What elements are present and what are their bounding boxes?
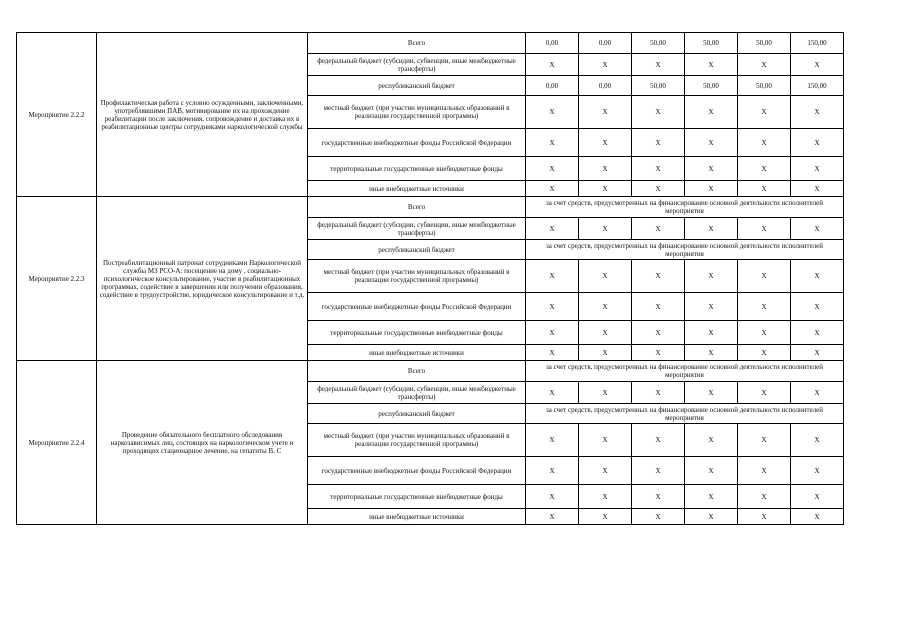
not-applicable-mark: X	[579, 218, 632, 240]
not-applicable-mark: X	[685, 218, 738, 240]
funding-note: за счет средств, предусмотренных на финансирование основной деятельности исполнителей мероприятия	[526, 361, 844, 382]
not-applicable-mark: X	[791, 157, 844, 181]
not-applicable-mark: X	[685, 96, 738, 129]
not-applicable-mark: X	[579, 457, 632, 485]
not-applicable-mark: X	[632, 96, 685, 129]
not-applicable-mark: X	[632, 181, 685, 197]
amount-cell: 0,00	[579, 76, 632, 96]
not-applicable-mark: X	[738, 157, 791, 181]
not-applicable-mark: X	[632, 157, 685, 181]
not-applicable-mark: X	[685, 509, 738, 525]
not-applicable-mark: X	[738, 260, 791, 293]
not-applicable-mark: X	[526, 96, 579, 129]
funding-source-label: местный бюджет (при участии муниципальных образований в реализации государственной программы)	[308, 424, 526, 457]
not-applicable-mark: X	[632, 129, 685, 157]
not-applicable-mark: X	[791, 321, 844, 345]
table-row	[17, 33, 844, 54]
not-applicable-mark: X	[685, 129, 738, 157]
not-applicable-mark: X	[579, 345, 632, 361]
not-applicable-mark: X	[791, 96, 844, 129]
not-applicable-mark: X	[632, 321, 685, 345]
not-applicable-mark: X	[738, 293, 791, 321]
not-applicable-mark: X	[685, 424, 738, 457]
amount-cell: 150,00	[791, 76, 844, 96]
not-applicable-mark: X	[526, 382, 579, 404]
funding-note: за счет средств, предусмотренных на финансирование основной деятельности исполнителей мероприятия	[526, 404, 844, 424]
not-applicable-mark: X	[579, 129, 632, 157]
funding-source-label: иные внебюджетные источники	[308, 509, 526, 525]
not-applicable-mark: X	[738, 424, 791, 457]
funding-source-label: республиканский бюджет	[308, 404, 526, 424]
not-applicable-mark: X	[738, 181, 791, 197]
amount-cell: 150,00	[791, 33, 844, 54]
funding-source-label: местный бюджет (при участии муниципальных образований в реализации государственной программы)	[308, 96, 526, 129]
not-applicable-mark: X	[738, 457, 791, 485]
not-applicable-mark: X	[685, 345, 738, 361]
funding-source-label: иные внебюджетные источники	[308, 345, 526, 361]
not-applicable-mark: X	[738, 218, 791, 240]
not-applicable-mark: X	[632, 218, 685, 240]
not-applicable-mark: X	[632, 345, 685, 361]
funding-source-label: республиканский бюджет	[308, 76, 526, 96]
not-applicable-mark: X	[738, 54, 791, 76]
not-applicable-mark: X	[579, 157, 632, 181]
measure-description: Проведение обязательного бесплатного обследования наркозависимых лиц, состоящих на наркологическом учете и проходящих стационарное лечение, на гепатиты В, С	[97, 361, 308, 525]
funding-source-label: федеральный бюджет (субсидии, субвенции, иные межбюджетные трансферты)	[308, 382, 526, 404]
not-applicable-mark: X	[526, 424, 579, 457]
amount-cell: 50,00	[738, 76, 791, 96]
not-applicable-mark: X	[526, 157, 579, 181]
amount-cell: 50,00	[685, 33, 738, 54]
not-applicable-mark: X	[791, 218, 844, 240]
not-applicable-mark: X	[632, 293, 685, 321]
not-applicable-mark: X	[632, 424, 685, 457]
funding-source-label: иные внебюджетные источники	[308, 181, 526, 197]
amount-cell: 50,00	[632, 33, 685, 54]
not-applicable-mark: X	[526, 54, 579, 76]
not-applicable-mark: X	[791, 485, 844, 509]
not-applicable-mark: X	[791, 260, 844, 293]
funding-source-label: территориальные государственные внебюджетные фонды	[308, 321, 526, 345]
table-row	[17, 197, 844, 218]
amount-cell: 50,00	[632, 76, 685, 96]
not-applicable-mark: X	[685, 54, 738, 76]
not-applicable-mark: X	[526, 345, 579, 361]
not-applicable-mark: X	[579, 509, 632, 525]
not-applicable-mark: X	[685, 457, 738, 485]
funding-source-label: республиканский бюджет	[308, 240, 526, 260]
funding-table	[16, 32, 844, 525]
not-applicable-mark: X	[632, 382, 685, 404]
funding-source-label: Всего	[308, 361, 526, 382]
not-applicable-mark: X	[632, 260, 685, 293]
not-applicable-mark: X	[738, 321, 791, 345]
not-applicable-mark: X	[526, 129, 579, 157]
not-applicable-mark: X	[526, 181, 579, 197]
funding-source-label: Всего	[308, 197, 526, 218]
not-applicable-mark: X	[738, 509, 791, 525]
not-applicable-mark: X	[632, 485, 685, 509]
funding-source-label: государственные внебюджетные фонды Российской Федерации	[308, 457, 526, 485]
funding-source-label: федеральный бюджет (субсидии, субвенции, иные межбюджетные трансферты)	[308, 54, 526, 76]
funding-source-label: территориальные государственные внебюджетные фонды	[308, 485, 526, 509]
funding-note: за счет средств, предусмотренных на финансирование основной деятельности исполнителей мероприятия	[526, 197, 844, 218]
not-applicable-mark: X	[738, 485, 791, 509]
not-applicable-mark: X	[579, 96, 632, 129]
funding-note: за счет средств, предусмотренных на финансирование основной деятельности исполнителей мероприятия	[526, 240, 844, 260]
not-applicable-mark: X	[791, 509, 844, 525]
not-applicable-mark: X	[579, 260, 632, 293]
not-applicable-mark: X	[685, 293, 738, 321]
not-applicable-mark: X	[579, 485, 632, 509]
measure-code: Мероприятие 2.2.2	[17, 33, 97, 197]
not-applicable-mark: X	[738, 96, 791, 129]
not-applicable-mark: X	[685, 321, 738, 345]
not-applicable-mark: X	[579, 54, 632, 76]
funding-source-label: территориальные государственные внебюджетные фонды	[308, 157, 526, 181]
not-applicable-mark: X	[526, 485, 579, 509]
not-applicable-mark: X	[685, 181, 738, 197]
not-applicable-mark: X	[791, 129, 844, 157]
amount-cell: 0,00	[579, 33, 632, 54]
not-applicable-mark: X	[738, 382, 791, 404]
not-applicable-mark: X	[791, 382, 844, 404]
not-applicable-mark: X	[738, 129, 791, 157]
not-applicable-mark: X	[685, 382, 738, 404]
funding-source-label: государственные внебюджетные фонды Российской Федерации	[308, 293, 526, 321]
not-applicable-mark: X	[526, 509, 579, 525]
not-applicable-mark: X	[685, 485, 738, 509]
amount-cell: 50,00	[738, 33, 791, 54]
not-applicable-mark: X	[791, 424, 844, 457]
not-applicable-mark: X	[791, 181, 844, 197]
not-applicable-mark: X	[579, 424, 632, 457]
amount-cell: 0,00	[526, 76, 579, 96]
funding-source-label: государственные внебюджетные фонды Российской Федерации	[308, 129, 526, 157]
not-applicable-mark: X	[685, 157, 738, 181]
not-applicable-mark: X	[791, 293, 844, 321]
not-applicable-mark: X	[632, 457, 685, 485]
not-applicable-mark: X	[791, 457, 844, 485]
measure-code: Мероприятие 2.2.3	[17, 197, 97, 361]
not-applicable-mark: X	[579, 181, 632, 197]
not-applicable-mark: X	[579, 382, 632, 404]
not-applicable-mark: X	[526, 260, 579, 293]
not-applicable-mark: X	[526, 457, 579, 485]
amount-cell: 50,00	[685, 76, 738, 96]
not-applicable-mark: X	[685, 260, 738, 293]
not-applicable-mark: X	[791, 345, 844, 361]
not-applicable-mark: X	[791, 54, 844, 76]
measure-description: Профилактическая работа с условно осужденными, заключенными, употреблявшими ПАВ, мотивирование их на прохождение реабилитации после заключения, сопровождение и доставка их в реабилитационные центры сотрудниками наркологической службы	[97, 33, 308, 197]
not-applicable-mark: X	[526, 293, 579, 321]
measure-code: Мероприятие 2.2.4	[17, 361, 97, 525]
measure-description: Постреабилитационный патронат сотрудниками Наркологической службы МЗ РСО-А: посещение на дому , социально- психологическое консультирование, участие в реабилитационных программах, содействие в завершении или получении образования, содействие в трудоустройстве, юридическое консультирование и т.д.	[97, 197, 308, 361]
table-row	[17, 361, 844, 382]
not-applicable-mark: X	[738, 345, 791, 361]
not-applicable-mark: X	[632, 509, 685, 525]
not-applicable-mark: X	[579, 321, 632, 345]
funding-source-label: местный бюджет (при участии муниципальных образований в реализации государственной программы)	[308, 260, 526, 293]
not-applicable-mark: X	[526, 321, 579, 345]
not-applicable-mark: X	[632, 54, 685, 76]
funding-source-label: Всего	[308, 33, 526, 54]
not-applicable-mark: X	[526, 218, 579, 240]
amount-cell: 0,00	[526, 33, 579, 54]
funding-source-label: федеральный бюджет (субсидии, субвенции, иные межбюджетные трансферты)	[308, 218, 526, 240]
not-applicable-mark: X	[579, 293, 632, 321]
